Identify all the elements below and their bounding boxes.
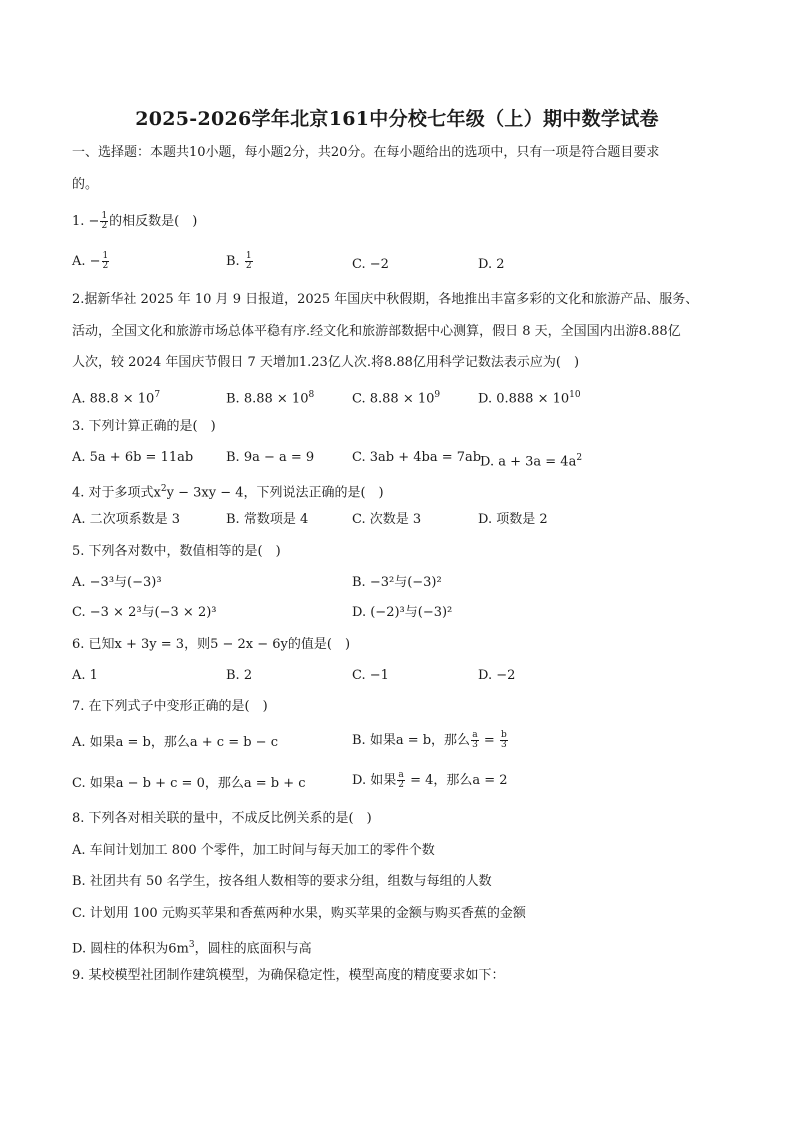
question-8-stem: 8. 下列各对相关联的量中，不成反比例关系的是( ) <box>72 811 372 826</box>
question-2-stem-line3: 人次，较 2024 年国庆节假日 7 天增加1.23亿人次.将8.88亿用科学记数法表示应为( ) <box>72 355 580 370</box>
question-7-stem: 7. 在下列式子中变形正确的是( ) <box>72 699 268 714</box>
option-a: A. 如果a = b，那么a + c = b − c <box>72 735 278 750</box>
option-b: B. 常数项是 4 <box>226 512 309 527</box>
option-c: C. $8.88 \times 10^9$ <box>352 390 441 407</box>
question-6-stem: 6. 已知x + 3y = 3，则5 − 2x − 6y的值是( ) <box>72 637 351 652</box>
option-d: D. (−2)³与(−3)² <box>352 605 453 620</box>
option-d: D. $a + 3a = 4a^2$ <box>480 453 583 470</box>
option-c: C. 次数是 3 <box>352 512 422 527</box>
option-a: A. 5a + 6b = 11ab <box>72 450 194 465</box>
question-5-stem: 5. 下列各对数中，数值相等的是( ) <box>72 544 281 559</box>
question-9-stem: 9. 某校模型社团制作建筑模型，为确保稳定性，模型高度的精度要求如下： <box>72 968 505 983</box>
option-d: D. −2 <box>478 668 516 683</box>
option-a: A. $88.8 \times 10^7$ <box>72 390 161 407</box>
option-a: A. − $\frac{1}{2}$ <box>72 251 109 271</box>
option-b: B. $8.88 \times 10^8$ <box>226 390 315 407</box>
page-title: 2025-2026学年北京161中分校七年级（上）期中数学试卷 <box>135 108 659 130</box>
option-c: C. −1 <box>352 668 389 683</box>
option-b: B. 9a − a = 9 <box>226 450 315 465</box>
option-b: B. 2 <box>226 668 253 683</box>
option-a: A. 1 <box>72 668 98 683</box>
option-c: C. 3ab + 4ba = 7ab <box>352 450 482 465</box>
option-a: A. −3³与(−3)³ <box>72 575 162 590</box>
fraction: $\frac{1}{2}$ <box>101 211 108 231</box>
option-c: C. −3 × 2³与(−3 × 2)³ <box>72 605 217 620</box>
question-1-stem: 1. − $\frac{1}{2}$ 的相反数是( ) <box>72 211 198 231</box>
section-heading: 一、选择题：本题共10小题，每小题2分，共20分。在每小题给出的选项中，只有一项是符合题目要求 <box>72 145 660 160</box>
option-d: D. $0.888 \times 10^{10}$ <box>478 390 581 407</box>
question-2-stem: 2.据新华社 2025 年 10 月 9 日报道，2025 年国庆中秋假期，各地推出丰富多彩的文化和旅游产品、服务、 <box>72 292 699 307</box>
section-heading-cont: 的。 <box>72 177 99 192</box>
option-d: D. 项数是 2 <box>478 512 548 527</box>
option-b: B. 如果a = b，那么 $\frac{a}{3}$ = $\frac{b}{3}$ <box>352 730 507 750</box>
option-d: D. 圆柱的体积为$6m^3$，圆柱的底面积与高 <box>72 940 312 957</box>
option-c: C. −2 <box>352 257 389 272</box>
question-3-stem: 3. 下列计算正确的是( ) <box>72 419 216 434</box>
question-4-stem: 4. 对于多项式$x^2y - 3xy - 4$，下列说法正确的是( ) <box>72 484 384 501</box>
option-c: C. 如果a − b + c = 0，那么a = b + c <box>72 776 306 791</box>
option-b: B. −3²与(−3)² <box>352 575 442 590</box>
option-b: B. 社团共有 50 名学生，按各组人数相等的要求分组，组数与每组的人数 <box>72 874 492 889</box>
option-a: A. 二次项系数是 3 <box>72 512 181 527</box>
question-2-stem-line2: 活动，全国文化和旅游市场总体平稳有序.经文化和旅游部数据中心测算，假日 8 天，全国国内出游8.88亿 <box>72 324 681 339</box>
option-d: D. 如果 $\frac{a}{2}$ = 4，那么a = 2 <box>352 770 508 790</box>
option-c: C. 计划用 100 元购买苹果和香蕉两种水果，购买苹果的金额与购买香蕉的金额 <box>72 906 526 921</box>
option-d: D. 2 <box>478 257 505 272</box>
option-b: B. $\frac{1}{2}$ <box>226 251 252 271</box>
option-a: A. 车间计划加工 800 个零件，加工时间与每天加工的零件个数 <box>72 843 435 858</box>
